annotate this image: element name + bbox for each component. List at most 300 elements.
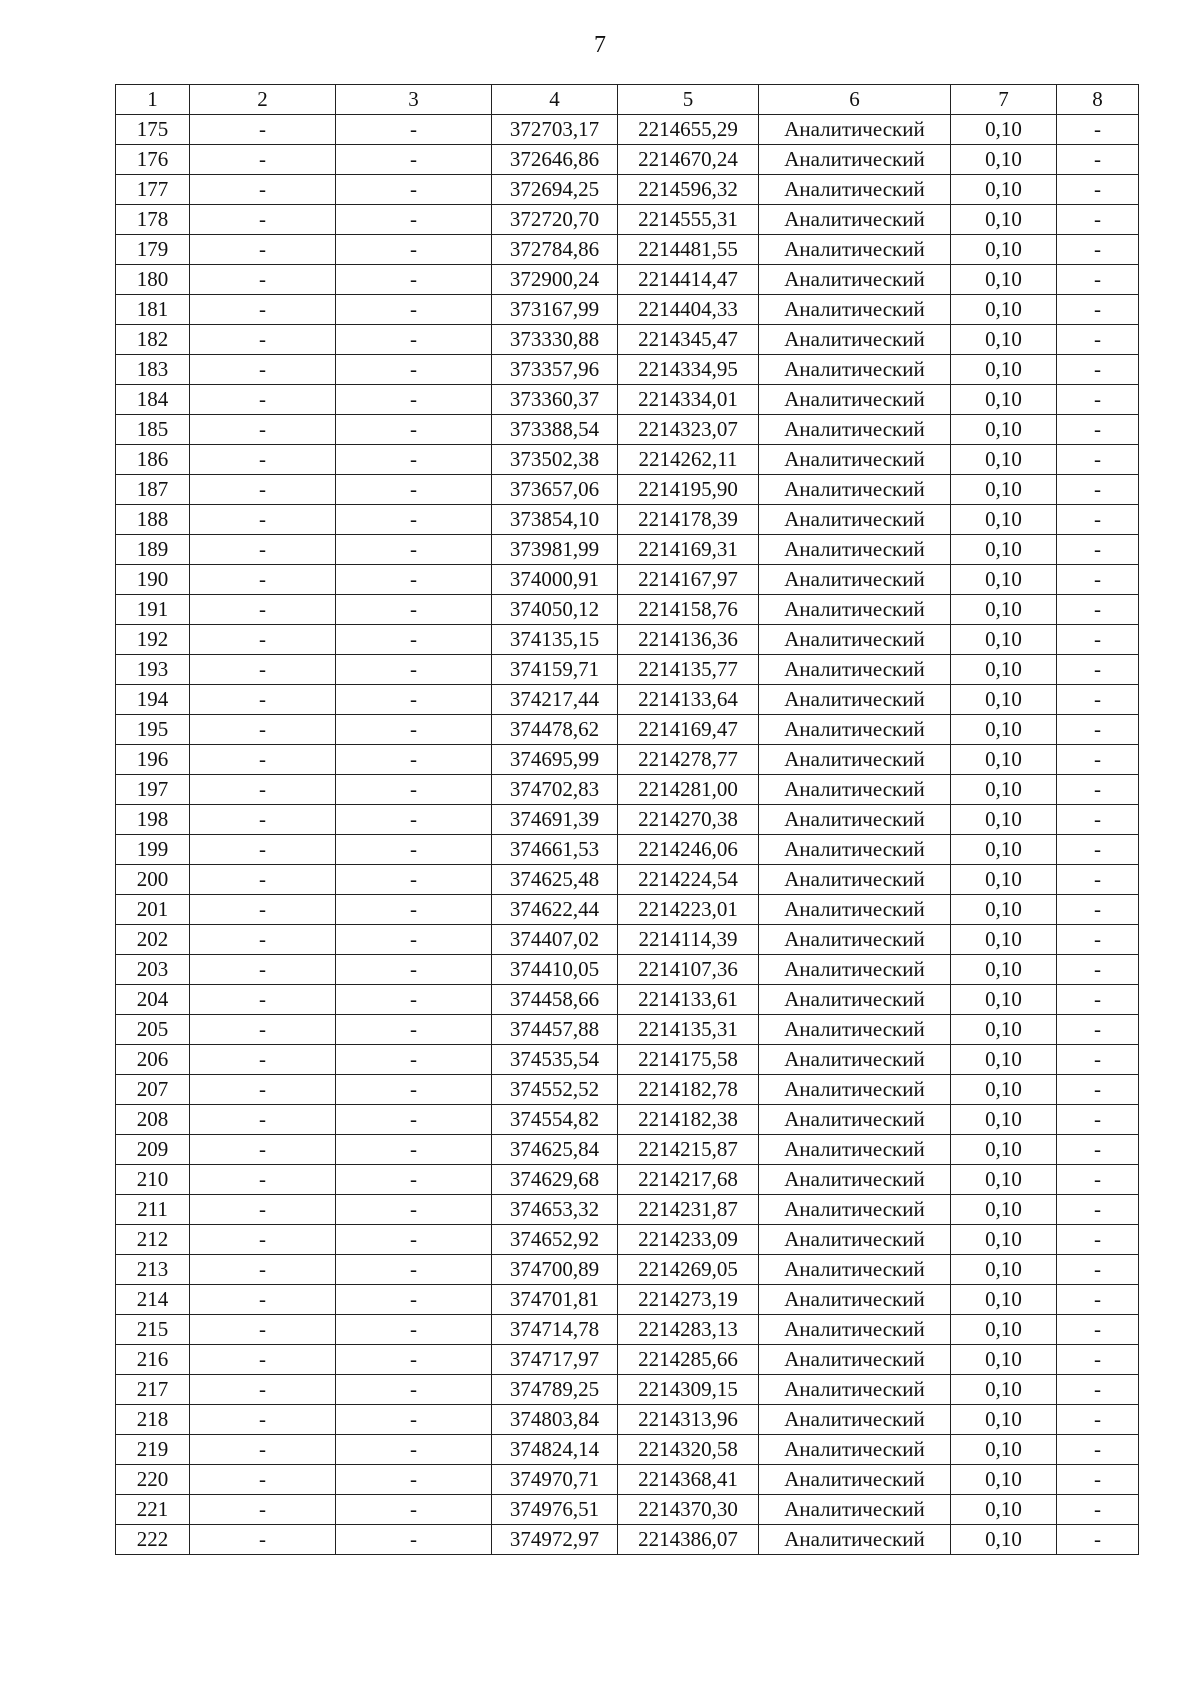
table-cell: 0,10: [951, 565, 1057, 595]
table-cell: -: [190, 145, 336, 175]
table-cell: Аналитический: [759, 1015, 951, 1045]
table-cell: Аналитический: [759, 565, 951, 595]
table-cell: Аналитический: [759, 1165, 951, 1195]
table-cell: 0,10: [951, 415, 1057, 445]
table-cell: 222: [116, 1525, 190, 1555]
table-cell: 373388,54: [492, 415, 618, 445]
table-cell: Аналитический: [759, 1495, 951, 1525]
table-cell: 0,10: [951, 205, 1057, 235]
table-cell: -: [1057, 445, 1139, 475]
table-cell: -: [336, 1435, 492, 1465]
table-cell: 213: [116, 1255, 190, 1285]
table-row: [116, 865, 1139, 895]
table-cell: 2214281,00: [618, 775, 759, 805]
table-cell: -: [190, 175, 336, 205]
table-cell: Аналитический: [759, 235, 951, 265]
table-cell: 0,10: [951, 775, 1057, 805]
table-cell: 2214345,47: [618, 325, 759, 355]
table-cell: -: [336, 715, 492, 745]
table-cell: 175: [116, 115, 190, 145]
table-cell: -: [1057, 835, 1139, 865]
table-cell: 183: [116, 355, 190, 385]
table-cell: 185: [116, 415, 190, 445]
table-cell: 221: [116, 1495, 190, 1525]
table-cell: 374217,44: [492, 685, 618, 715]
table-cell: 0,10: [951, 235, 1057, 265]
table-cell: Аналитический: [759, 385, 951, 415]
table-cell: -: [336, 1045, 492, 1075]
table-cell: 177: [116, 175, 190, 205]
table-cell: 197: [116, 775, 190, 805]
table-cell: 178: [116, 205, 190, 235]
table-cell: 372646,86: [492, 145, 618, 175]
table-cell: -: [1057, 475, 1139, 505]
table-cell: -: [336, 505, 492, 535]
table-cell: 2214270,38: [618, 805, 759, 835]
table-cell: 207: [116, 1075, 190, 1105]
table-cell: 0,10: [951, 985, 1057, 1015]
table-cell: 2214195,90: [618, 475, 759, 505]
table-row: [116, 1255, 1139, 1285]
table-cell: -: [336, 355, 492, 385]
table-cell: -: [1057, 895, 1139, 925]
table-cell: 192: [116, 625, 190, 655]
table-cell: 374702,83: [492, 775, 618, 805]
table-cell: -: [190, 925, 336, 955]
table-cell: 0,10: [951, 1225, 1057, 1255]
table-cell: 2214158,76: [618, 595, 759, 625]
table-row: [116, 1525, 1139, 1555]
table-cell: -: [1057, 235, 1139, 265]
table-cell: 219: [116, 1435, 190, 1465]
table-cell: 179: [116, 235, 190, 265]
table-cell: -: [190, 1105, 336, 1135]
table-cell: 2214555,31: [618, 205, 759, 235]
table-cell: Аналитический: [759, 1435, 951, 1465]
table-cell: -: [336, 115, 492, 145]
table-cell: 2214320,58: [618, 1435, 759, 1465]
table-cell: 374714,78: [492, 1315, 618, 1345]
table-cell: 2214182,38: [618, 1105, 759, 1135]
table-cell: 0,10: [951, 1465, 1057, 1495]
table-cell: 188: [116, 505, 190, 535]
table-cell: 373502,38: [492, 445, 618, 475]
table-cell: Аналитический: [759, 1045, 951, 1075]
table-cell: 2214182,78: [618, 1075, 759, 1105]
table-cell: -: [336, 145, 492, 175]
table-cell: 0,10: [951, 265, 1057, 295]
table-cell: -: [190, 805, 336, 835]
table-cell: 199: [116, 835, 190, 865]
table-cell: 194: [116, 685, 190, 715]
table-cell: -: [190, 595, 336, 625]
table-cell: -: [336, 205, 492, 235]
table-cell: Аналитический: [759, 145, 951, 175]
table-cell: 180: [116, 265, 190, 295]
table-row: [116, 445, 1139, 475]
table-cell: -: [190, 1435, 336, 1465]
table-cell: -: [336, 1285, 492, 1315]
table-cell: 2214386,07: [618, 1525, 759, 1555]
table-cell: 372694,25: [492, 175, 618, 205]
table-cell: -: [190, 535, 336, 565]
table-cell: -: [190, 1375, 336, 1405]
table-cell: -: [190, 1225, 336, 1255]
table-cell: 374554,82: [492, 1105, 618, 1135]
table-cell: Аналитический: [759, 355, 951, 385]
table-cell: Аналитический: [759, 865, 951, 895]
table-cell: Аналитический: [759, 1225, 951, 1255]
table-row: [116, 1135, 1139, 1165]
table-cell: Аналитический: [759, 805, 951, 835]
table-cell: 0,10: [951, 925, 1057, 955]
table-cell: 0,10: [951, 1075, 1057, 1105]
table-cell: -: [1057, 1405, 1139, 1435]
table-cell: -: [336, 415, 492, 445]
table-cell: 0,10: [951, 835, 1057, 865]
table-cell: Аналитический: [759, 265, 951, 295]
table-row: [116, 1195, 1139, 1225]
table-cell: -: [336, 445, 492, 475]
table-cell: -: [336, 1315, 492, 1345]
table-cell: 374159,71: [492, 655, 618, 685]
table-cell: -: [336, 1165, 492, 1195]
table-cell: 0,10: [951, 1405, 1057, 1435]
table-cell: 0,10: [951, 115, 1057, 145]
table-row: [116, 1435, 1139, 1465]
table-cell: -: [190, 355, 336, 385]
table-cell: 206: [116, 1045, 190, 1075]
table-cell: 0,10: [951, 1525, 1057, 1555]
table-cell: 0,10: [951, 955, 1057, 985]
table-cell: 214: [116, 1285, 190, 1315]
table-cell: 191: [116, 595, 190, 625]
table-cell: -: [1057, 1045, 1139, 1075]
table-cell: -: [190, 1465, 336, 1495]
table-cell: -: [336, 655, 492, 685]
table-cell: -: [1057, 205, 1139, 235]
table-cell: 2214334,01: [618, 385, 759, 415]
table-cell: -: [336, 1495, 492, 1525]
table-cell: 2214233,09: [618, 1225, 759, 1255]
table-cell: 374653,32: [492, 1195, 618, 1225]
table-cell: 2214323,07: [618, 415, 759, 445]
column-header: 1: [116, 85, 190, 115]
table-row: [116, 745, 1139, 775]
table-cell: Аналитический: [759, 1075, 951, 1105]
table-cell: -: [1057, 1225, 1139, 1255]
table-cell: 2214414,47: [618, 265, 759, 295]
table-cell: -: [336, 1345, 492, 1375]
table-row: [116, 295, 1139, 325]
table-cell: 0,10: [951, 1165, 1057, 1195]
table-cell: -: [190, 1165, 336, 1195]
table-cell: 0,10: [951, 865, 1057, 895]
table-cell: Аналитический: [759, 1105, 951, 1135]
column-header: 7: [951, 85, 1057, 115]
table-cell: -: [190, 1315, 336, 1345]
table-cell: -: [1057, 355, 1139, 385]
table-cell: -: [190, 445, 336, 475]
table-cell: -: [1057, 865, 1139, 895]
table-cell: -: [190, 1255, 336, 1285]
table-row: [116, 1495, 1139, 1525]
table-cell: -: [336, 925, 492, 955]
table-cell: 374691,39: [492, 805, 618, 835]
table-cell: -: [336, 805, 492, 835]
table-cell: 190: [116, 565, 190, 595]
table-cell: 187: [116, 475, 190, 505]
table-cell: Аналитический: [759, 685, 951, 715]
table-cell: -: [190, 505, 336, 535]
table-row: [116, 1015, 1139, 1045]
table-cell: 0,10: [951, 595, 1057, 625]
table-cell: Аналитический: [759, 1255, 951, 1285]
table-cell: -: [1057, 625, 1139, 655]
table-cell: 374695,99: [492, 745, 618, 775]
table-cell: -: [1057, 385, 1139, 415]
table-cell: 2214269,05: [618, 1255, 759, 1285]
table-cell: -: [1057, 1345, 1139, 1375]
table-cell: -: [336, 1405, 492, 1435]
table-cell: 374622,44: [492, 895, 618, 925]
table-cell: -: [336, 1225, 492, 1255]
table-cell: 0,10: [951, 1255, 1057, 1285]
table-row: [116, 1375, 1139, 1405]
table-cell: -: [336, 865, 492, 895]
table-cell: -: [1057, 265, 1139, 295]
table-cell: 0,10: [951, 895, 1057, 925]
table-cell: 189: [116, 535, 190, 565]
table-cell: -: [336, 1375, 492, 1405]
table-cell: 0,10: [951, 1435, 1057, 1465]
table-cell: -: [190, 625, 336, 655]
table-cell: -: [1057, 1525, 1139, 1555]
table-cell: -: [336, 625, 492, 655]
table-cell: 186: [116, 445, 190, 475]
table-cell: 0,10: [951, 1015, 1057, 1045]
table-row: [116, 715, 1139, 745]
table-cell: -: [190, 1495, 336, 1525]
table-cell: 0,10: [951, 535, 1057, 565]
table-row: [116, 325, 1139, 355]
table-cell: 374700,89: [492, 1255, 618, 1285]
table-cell: 201: [116, 895, 190, 925]
table-cell: 2214178,39: [618, 505, 759, 535]
table-cell: -: [190, 1285, 336, 1315]
table-cell: -: [1057, 175, 1139, 205]
table-cell: Аналитический: [759, 445, 951, 475]
table-cell: 2214273,19: [618, 1285, 759, 1315]
table-cell: -: [1057, 1135, 1139, 1165]
table-cell: -: [336, 595, 492, 625]
table-row: [116, 475, 1139, 505]
table-cell: -: [1057, 655, 1139, 685]
table-cell: Аналитический: [759, 175, 951, 205]
table-row: [116, 685, 1139, 715]
table-cell: -: [190, 235, 336, 265]
table-cell: -: [1057, 565, 1139, 595]
table-cell: -: [1057, 1255, 1139, 1285]
table-cell: -: [1057, 145, 1139, 175]
table-cell: 374625,48: [492, 865, 618, 895]
table-cell: -: [336, 985, 492, 1015]
table-cell: -: [336, 955, 492, 985]
table-cell: -: [336, 565, 492, 595]
table-row: [116, 265, 1139, 295]
table-cell: 2214175,58: [618, 1045, 759, 1075]
table-cell: 2214368,41: [618, 1465, 759, 1495]
table-cell: 2214217,68: [618, 1165, 759, 1195]
table-cell: Аналитический: [759, 625, 951, 655]
table-row: [116, 925, 1139, 955]
table-cell: 2214136,36: [618, 625, 759, 655]
table-cell: 374803,84: [492, 1405, 618, 1435]
table-cell: 209: [116, 1135, 190, 1165]
table-cell: 0,10: [951, 1135, 1057, 1165]
table-row: [116, 385, 1139, 415]
table-row: [116, 805, 1139, 835]
table-cell: Аналитический: [759, 1375, 951, 1405]
table-cell: 184: [116, 385, 190, 415]
table-row: [116, 1285, 1139, 1315]
table-row: [116, 625, 1139, 655]
table-cell: -: [190, 775, 336, 805]
table-cell: 2214278,77: [618, 745, 759, 775]
table-cell: -: [1057, 925, 1139, 955]
table-row: [116, 205, 1139, 235]
table-cell: 373330,88: [492, 325, 618, 355]
table-row: [116, 1345, 1139, 1375]
table-cell: -: [190, 415, 336, 445]
table-cell: -: [1057, 415, 1139, 445]
table-cell: 2214262,11: [618, 445, 759, 475]
table-cell: 372703,17: [492, 115, 618, 145]
table-cell: -: [336, 775, 492, 805]
table-row: [116, 565, 1139, 595]
table-row: [116, 175, 1139, 205]
table-row: [116, 955, 1139, 985]
table-cell: -: [336, 325, 492, 355]
table-cell: -: [190, 205, 336, 235]
table-cell: 212: [116, 1225, 190, 1255]
table-cell: 374135,15: [492, 625, 618, 655]
table-cell: 181: [116, 295, 190, 325]
table-cell: -: [1057, 1165, 1139, 1195]
table-cell: 2214107,36: [618, 955, 759, 985]
table-row: [116, 1405, 1139, 1435]
table-cell: -: [190, 325, 336, 355]
table-cell: 0,10: [951, 1345, 1057, 1375]
table-cell: -: [336, 1465, 492, 1495]
table-cell: -: [336, 1195, 492, 1225]
table-cell: Аналитический: [759, 1195, 951, 1225]
table-cell: -: [336, 685, 492, 715]
table-row: [116, 505, 1139, 535]
table-cell: -: [1057, 295, 1139, 325]
table-cell: 373981,99: [492, 535, 618, 565]
table-row: [116, 415, 1139, 445]
table-cell: 2214169,31: [618, 535, 759, 565]
table-cell: 372784,86: [492, 235, 618, 265]
table-cell: 374976,51: [492, 1495, 618, 1525]
table-cell: 0,10: [951, 655, 1057, 685]
table-cell: -: [1057, 775, 1139, 805]
table-cell: -: [336, 895, 492, 925]
table-cell: 198: [116, 805, 190, 835]
table-cell: 200: [116, 865, 190, 895]
table-cell: 374701,81: [492, 1285, 618, 1315]
table-cell: 0,10: [951, 325, 1057, 355]
table-row: [116, 235, 1139, 265]
table-cell: 0,10: [951, 805, 1057, 835]
table-cell: Аналитический: [759, 535, 951, 565]
table-cell: 2214223,01: [618, 895, 759, 925]
table-row: [116, 595, 1139, 625]
table-cell: -: [336, 1105, 492, 1135]
table-cell: 2214135,31: [618, 1015, 759, 1045]
table-cell: Аналитический: [759, 115, 951, 145]
table-cell: -: [1057, 805, 1139, 835]
table-cell: Аналитический: [759, 1525, 951, 1555]
column-header: 3: [336, 85, 492, 115]
table-cell: -: [190, 1015, 336, 1045]
table-cell: -: [336, 535, 492, 565]
table-cell: -: [336, 745, 492, 775]
table-row: [116, 355, 1139, 385]
table-cell: 373167,99: [492, 295, 618, 325]
coordinates-table-container: [115, 84, 1139, 1555]
table-cell: Аналитический: [759, 415, 951, 445]
table-cell: 2214670,24: [618, 145, 759, 175]
table-cell: 0,10: [951, 685, 1057, 715]
table-cell: Аналитический: [759, 835, 951, 865]
table-cell: -: [1057, 1075, 1139, 1105]
table-cell: 374652,92: [492, 1225, 618, 1255]
table-cell: -: [190, 835, 336, 865]
table-cell: 0,10: [951, 175, 1057, 205]
table-cell: -: [190, 295, 336, 325]
table-cell: 2214133,64: [618, 685, 759, 715]
table-cell: -: [1057, 985, 1139, 1015]
table-cell: 374661,53: [492, 835, 618, 865]
table-cell: -: [190, 895, 336, 925]
table-cell: 2214133,61: [618, 985, 759, 1015]
table-cell: 374717,97: [492, 1345, 618, 1375]
table-cell: -: [1057, 1315, 1139, 1345]
table-cell: -: [190, 1345, 336, 1375]
table-cell: -: [336, 475, 492, 505]
table-cell: 2214404,33: [618, 295, 759, 325]
table-cell: -: [1057, 1285, 1139, 1315]
table-cell: 373657,06: [492, 475, 618, 505]
table-cell: 374050,12: [492, 595, 618, 625]
table-cell: -: [1057, 1375, 1139, 1405]
table-row: [116, 115, 1139, 145]
table-cell: -: [336, 1255, 492, 1285]
table-cell: Аналитический: [759, 655, 951, 685]
table-cell: -: [190, 865, 336, 895]
table-cell: Аналитический: [759, 1465, 951, 1495]
table-row: [116, 1165, 1139, 1195]
table-cell: -: [190, 1195, 336, 1225]
table-row: [116, 1075, 1139, 1105]
table-cell: 374410,05: [492, 955, 618, 985]
table-cell: 0,10: [951, 1495, 1057, 1525]
table-cell: 2214285,66: [618, 1345, 759, 1375]
table-cell: 374000,91: [492, 565, 618, 595]
table-cell: -: [190, 655, 336, 685]
